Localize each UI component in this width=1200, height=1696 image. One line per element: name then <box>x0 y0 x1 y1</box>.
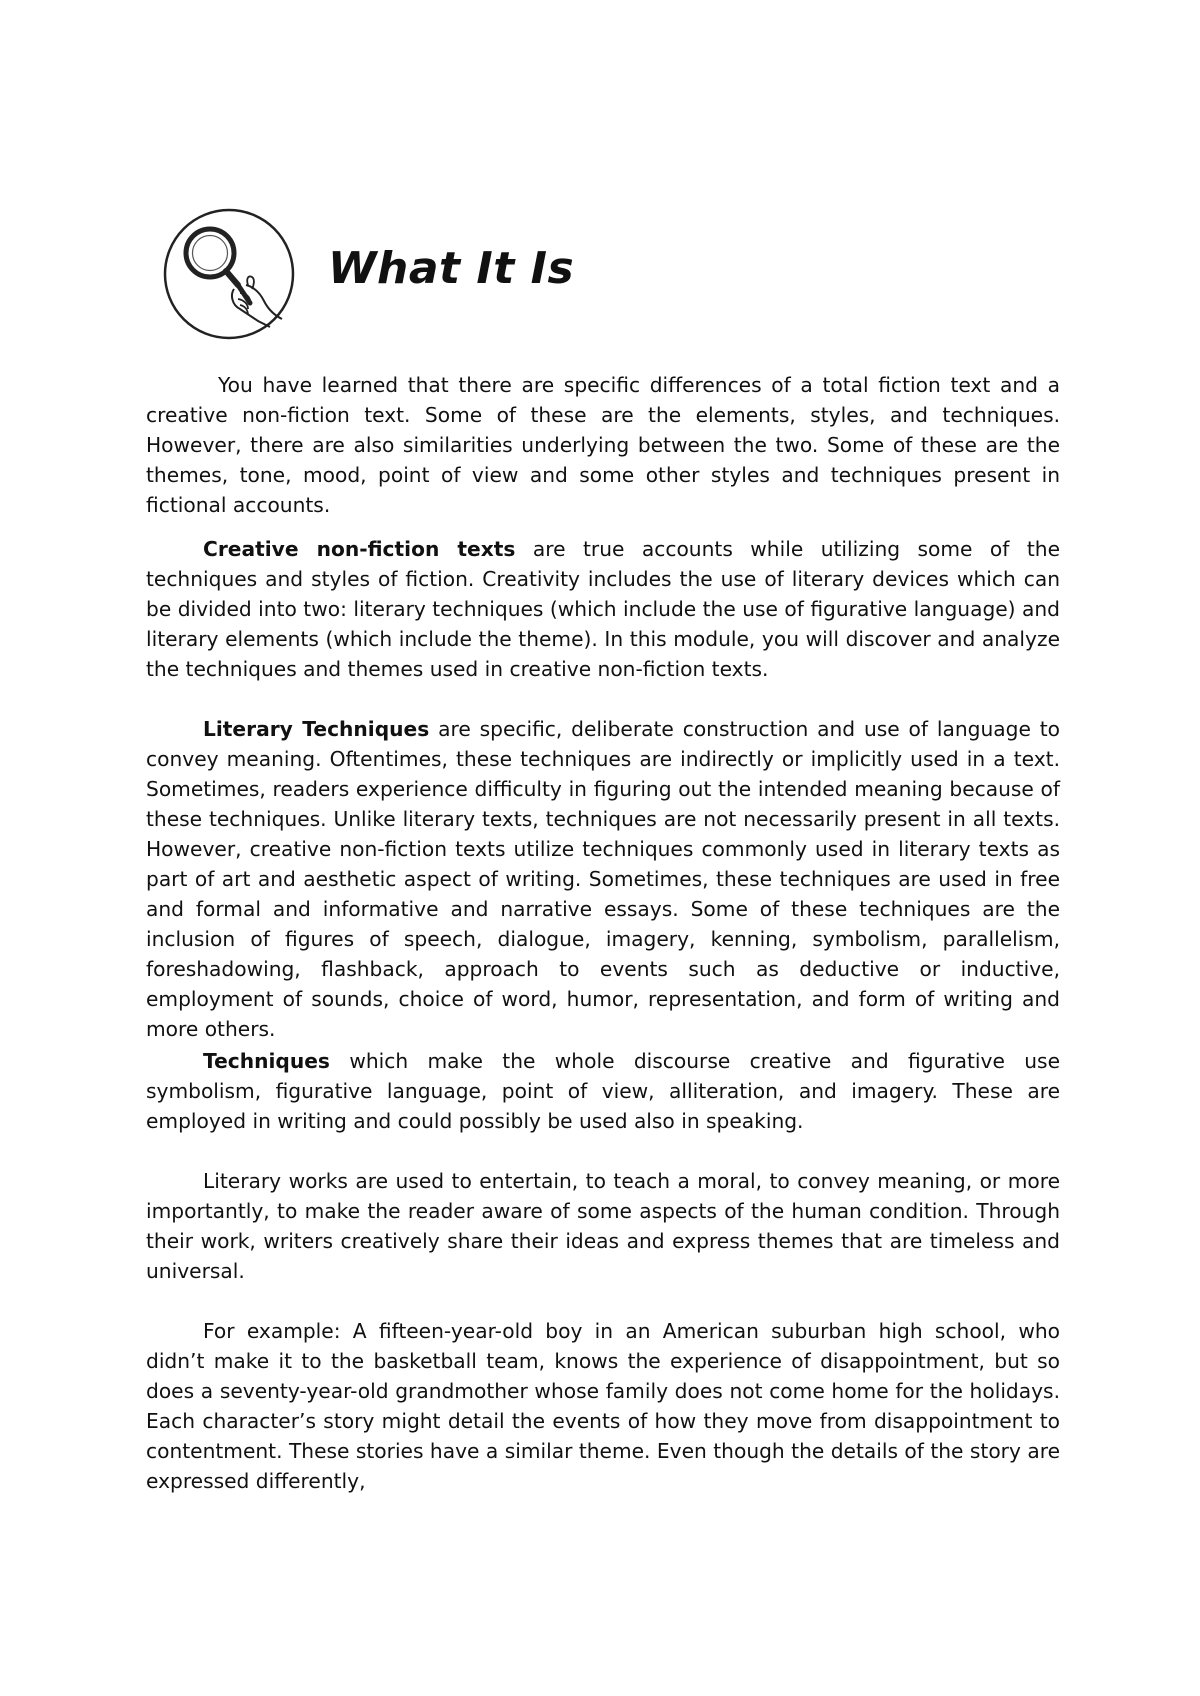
paragraph-text: are true accounts while utilizing some of the techniques and styles of fiction. Creativity includes the use of literary devices which can be divided into two: literary techniques (which include the use of figurative language) and literary elements (which include the theme). In this module, you will discover and analyze the techniques and themes used in creative non-fiction texts. <box>146 537 1060 681</box>
paragraph-text: Literary works are used to entertain, to teach a moral, to convey meaning, or more importantly, to make the reader aware of some aspects of the human condition. Through their work, writers creatively share their ideas and express themes that are timeless and universal. <box>146 1169 1060 1283</box>
paragraph-intro <box>146 370 1060 520</box>
paragraph-text: For example: A fifteen-year-old boy in an American suburban high school, who didn’t make it to the basketball team, knows the experience of disappointment, but so does a seventy-year-old grandmother whose family does not come home for the holidays. Each character’s story might detail the events of how they move from disappointment to contentment. These stories have a similar theme. Even though the details of the story are expressed differently, <box>146 1319 1060 1493</box>
paragraph-literary-works <box>146 1166 1060 1286</box>
paragraph-example <box>146 1316 1060 1496</box>
paragraph-text: which make the whole discourse creative and figurative use symbolism, figurative language, point of view, alliteration, and imagery. These are employed in writing and could possibly be used also in speaking. <box>146 1049 1060 1133</box>
section-title: What It Is <box>328 243 575 294</box>
paragraph-literary-techniques <box>146 714 1060 1044</box>
paragraph-text: are specific, deliberate construction and use of language to convey meaning. Oftentimes, these techniques are indirectly or implicitly used in a text. Sometimes, readers experience difficulty in figuring out the intended meaning because of these techniques. Unlike literary texts, techniques are not necessarily present in all texts. However, creative non-fiction texts utilize techniques commonly used in literary texts as part of art and aesthetic aspect of writing. Sometimes, these techniques are used in free and formal and informative and narrative essays. Some of these techniques are the inclusion of figures of speech, dialogue, imagery, kenning, symbolism, parallelism, foreshadowing, flashback, approach to events such as deductive or inductive, employment of sounds, choice of word, humor, representation, and form of writing and more others. <box>146 717 1060 1041</box>
paragraph-techniques <box>146 1046 1060 1136</box>
paragraph-lead: Creative non-fiction texts <box>203 537 516 561</box>
section-header <box>160 205 1060 345</box>
magnifying-glass-icon <box>160 205 298 343</box>
paragraph-lead: Techniques <box>203 1049 330 1073</box>
document-body <box>146 370 1060 1496</box>
paragraph-lead: Literary Techniques <box>203 717 430 741</box>
paragraph-creative-nonfiction <box>146 534 1060 684</box>
paragraph-text: You have learned that there are specific differences of a total fiction text and a creative non-fiction text. Some of these are the elements, styles, and techniques. However, there are also similarities underlying between the two. Some of these are the themes, tone, mood, point of view and some other styles and techniques present in fictional accounts. <box>146 373 1060 517</box>
